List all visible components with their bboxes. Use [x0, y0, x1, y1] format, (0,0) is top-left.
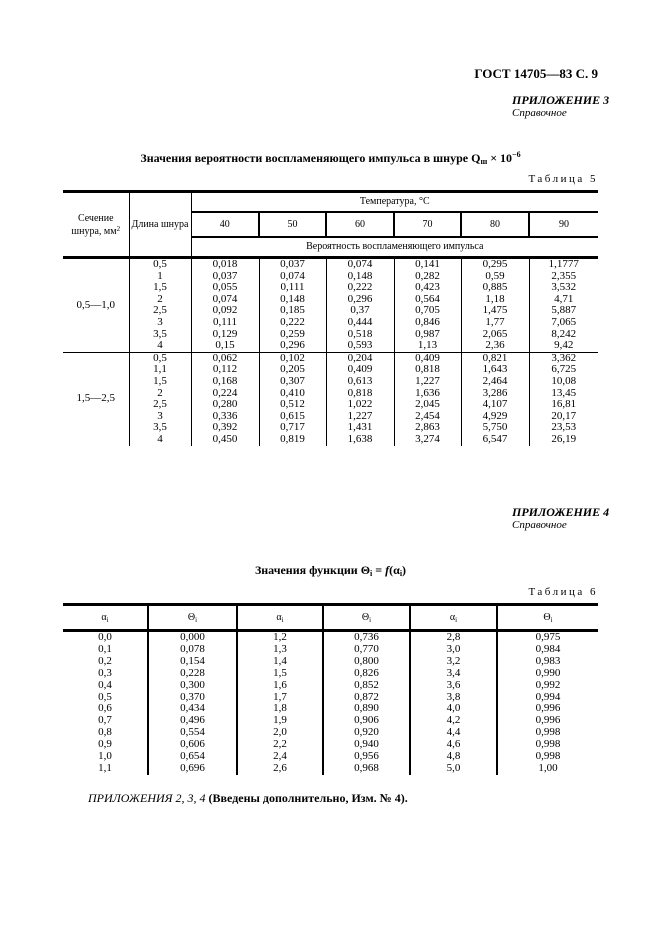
- probability-value-cell: 1,636: [394, 388, 461, 400]
- alpha-value-cell: 0,2: [98, 654, 112, 667]
- probability-value-cell: 2,36: [461, 340, 529, 352]
- squared-superscript: 2: [116, 224, 121, 233]
- theta-value-cell: 0,998: [497, 739, 598, 751]
- alpha-value-cell: 2,4: [237, 751, 323, 763]
- cord-length-cell: 4: [129, 434, 191, 446]
- probability-value-cell: 6,725: [529, 364, 598, 376]
- probability-value-cell: 3,274: [394, 434, 461, 446]
- probability-value-cell: 0,259: [259, 329, 326, 341]
- probability-value-cell: 0,037: [191, 271, 259, 283]
- probability-value-cell: 20,17: [529, 411, 598, 423]
- alpha-value-cell: 1,1: [98, 761, 112, 774]
- table6-title-text: Значения функции Θ: [254, 563, 371, 577]
- probability-value-cell: 0,615: [259, 411, 326, 423]
- probability-value-cell: 0,37: [326, 305, 394, 317]
- probability-value-cell: 1,431: [326, 422, 394, 434]
- col-header-temperature: Температура, °С: [191, 192, 598, 212]
- theta-value-cell: 0,996: [497, 715, 598, 727]
- table5-title: [63, 150, 598, 166]
- probability-value-cell: 13,45: [529, 388, 598, 400]
- temp-50: 50: [259, 212, 326, 237]
- probability-value-cell: 0,410: [259, 388, 326, 400]
- probability-value-cell: 0,280: [191, 399, 259, 411]
- alpha-value-cell: 1,0: [98, 750, 112, 763]
- probability-value-cell: 0,423: [394, 282, 461, 294]
- probability-value-cell: 1,1777: [529, 258, 598, 271]
- table6-data-row: [63, 763, 598, 775]
- cord-length-cell: 1,5: [129, 282, 191, 294]
- temp-80: 80: [461, 212, 529, 237]
- table5-data-row: [63, 294, 598, 306]
- probability-value-cell: 1,18: [461, 294, 529, 306]
- probability-value-cell: 4,107: [461, 399, 529, 411]
- probability-value-cell: 0,512: [259, 399, 326, 411]
- table5-title-text: Значения вероятности воспламеняющего импульса в шнуре Q: [140, 151, 481, 165]
- probability-value-cell: 0,444: [326, 317, 394, 329]
- table6-data-row: [63, 703, 598, 715]
- probability-value-cell: 0,204: [326, 352, 394, 364]
- alpha-value-cell: 0,3: [98, 666, 112, 679]
- alpha-value-cell: 2,2: [237, 739, 323, 751]
- cord-length-cell: 2,5: [129, 399, 191, 411]
- probability-value-cell: 0,819: [259, 434, 326, 446]
- appendix-4-subtitle: Справочное: [512, 519, 567, 531]
- probability-value-cell: 0,102: [259, 352, 326, 364]
- cord-length-cell: 1,5: [129, 376, 191, 388]
- probability-value-cell: 0,111: [259, 282, 326, 294]
- table6-data-row: [63, 715, 598, 727]
- col-header-theta-2: $\Theta_i$: [323, 605, 410, 631]
- probability-value-cell: 1,77: [461, 317, 529, 329]
- probability-value-cell: 3,532: [529, 282, 598, 294]
- alpha-value-cell: 1,2: [237, 631, 323, 644]
- alpha-value-cell: 0,6: [98, 702, 112, 715]
- section-range-cell: 1,5—2,5: [63, 352, 129, 445]
- theta-value-cell: 0,554: [148, 727, 237, 739]
- alpha-value-cell: 1,7: [237, 692, 323, 704]
- probability-value-cell: 1,643: [461, 364, 529, 376]
- probability-value-cell: 0,282: [394, 271, 461, 283]
- table6-data-row: [63, 631, 598, 644]
- table5-data-row: [63, 422, 598, 434]
- theta-value-cell: 0,826: [323, 668, 410, 680]
- theta-value-cell: 0,990: [497, 668, 598, 680]
- alpha-value-cell: 1,6: [237, 680, 323, 692]
- probability-value-cell: 2,355: [529, 271, 598, 283]
- theta-subscript: i: [370, 569, 373, 578]
- table5-data-row: [63, 258, 598, 271]
- cord-length-cell: 2,5: [129, 305, 191, 317]
- probability-value-cell: 0,092: [191, 305, 259, 317]
- col-header-cord-section: Сечение шнура, $мм^2$: [63, 192, 129, 258]
- table5-data-row: [63, 340, 598, 352]
- probability-value-cell: 6,547: [461, 434, 529, 446]
- table5-data-row: [63, 305, 598, 317]
- theta-value-cell: 0,940: [323, 739, 410, 751]
- probability-value-cell: 16,81: [529, 399, 598, 411]
- probability-value-cell: 0,846: [394, 317, 461, 329]
- table6-caption: Таблица 6: [528, 586, 598, 598]
- theta-value-cell: 0,998: [497, 751, 598, 763]
- probability-value-cell: 0,141: [394, 258, 461, 271]
- theta-value-cell: 0,496: [148, 715, 237, 727]
- table6-data-row: [63, 692, 598, 704]
- appendix-4-block: [512, 506, 609, 531]
- table6-data-row: [63, 656, 598, 668]
- appendix-3-block: [512, 94, 609, 119]
- alpha-value-cell: 2,6: [237, 763, 323, 775]
- probability-value-cell: 0,185: [259, 305, 326, 317]
- probability-value-cell: 2,065: [461, 329, 529, 341]
- theta-value-cell: 0,975: [497, 631, 598, 644]
- theta-value-cell: 0,654: [148, 751, 237, 763]
- alpha-value-cell: 3,8: [410, 692, 497, 704]
- theta-value-cell: 0,606: [148, 739, 237, 751]
- footer-amendment-note: (Введены дополнительно, Изм. № 4).: [205, 791, 408, 805]
- temp-90: 90: [529, 212, 598, 237]
- gost-standard-header: ГОСТ 14705—83 С. 9: [474, 66, 598, 81]
- theta-value-cell: 0,228: [148, 668, 237, 680]
- appendix-3-subtitle: Справочное: [512, 107, 567, 119]
- cord-length-cell: 4: [129, 340, 191, 352]
- probability-value-cell: 0,818: [326, 388, 394, 400]
- alpha-subscript: i: [399, 569, 403, 578]
- cord-length-cell: 2: [129, 294, 191, 306]
- theta-value-cell: 0,956: [323, 751, 410, 763]
- probability-value-cell: 0,074: [259, 271, 326, 283]
- cord-length-cell: 0,5: [129, 258, 191, 271]
- theta-value-cell: 0,852: [323, 680, 410, 692]
- alpha-value-cell: 4,6: [410, 739, 497, 751]
- theta-value-cell: 0,998: [497, 727, 598, 739]
- table-6-theta-function: [63, 603, 598, 775]
- alpha-value-cell: 0,4: [98, 678, 112, 691]
- table5-title-exponent: −6: [512, 150, 521, 159]
- probability-value-cell: 3,362: [529, 352, 598, 364]
- probability-value-cell: 0,018: [191, 258, 259, 271]
- alpha-value-cell: 0,7: [98, 714, 112, 727]
- table-5-probabilities: [63, 190, 598, 446]
- table6-header-row: [63, 605, 598, 631]
- probability-value-cell: 23,53: [529, 422, 598, 434]
- probability-value-cell: 0,59: [461, 271, 529, 283]
- probability-value-cell: 0,593: [326, 340, 394, 352]
- alpha-value-cell: 3,0: [410, 644, 497, 656]
- probability-value-cell: 4,929: [461, 411, 529, 423]
- table5-body: [63, 258, 598, 446]
- table6-data-row: [63, 680, 598, 692]
- probability-value-cell: 3,286: [461, 388, 529, 400]
- probability-value-cell: 1,022: [326, 399, 394, 411]
- probability-value-cell: 0,518: [326, 329, 394, 341]
- col-header-alpha-2: $\alpha_i$: [237, 605, 323, 631]
- probability-value-cell: 0,15: [191, 340, 259, 352]
- alpha-value-cell: 3,2: [410, 656, 497, 668]
- theta-value-cell: 0,000: [148, 631, 237, 644]
- temp-40: 40: [191, 212, 259, 237]
- theta-value-cell: 0,968: [323, 763, 410, 775]
- col-header-alpha-1: $\alpha_i$: [101, 611, 109, 624]
- probability-value-cell: 0,168: [191, 376, 259, 388]
- probability-value-cell: 1,638: [326, 434, 394, 446]
- table5-data-row: [63, 329, 598, 341]
- probability-value-cell: 0,129: [191, 329, 259, 341]
- theta-value-cell: 0,983: [497, 656, 598, 668]
- alpha-value-cell: 1,4: [237, 656, 323, 668]
- probability-value-cell: 0,564: [394, 294, 461, 306]
- cord-length-cell: 3: [129, 411, 191, 423]
- table5-data-row: [63, 352, 598, 364]
- probability-value-cell: 0,613: [326, 376, 394, 388]
- probability-value-cell: 8,242: [529, 329, 598, 341]
- alpha-value-cell: 2,8: [410, 631, 497, 644]
- theta-value-cell: 0,770: [323, 644, 410, 656]
- probability-value-cell: 26,19: [529, 434, 598, 446]
- theta-value-cell: 0,300: [148, 680, 237, 692]
- probability-value-cell: 0,296: [259, 340, 326, 352]
- probability-value-cell: 0,818: [394, 364, 461, 376]
- theta-value-cell: 0,906: [323, 715, 410, 727]
- theta-value-cell: 0,996: [497, 703, 598, 715]
- table5-data-row: [63, 282, 598, 294]
- probability-value-cell: 0,307: [259, 376, 326, 388]
- col-header-probability: Вероятность воспламеняющего импульса: [306, 241, 484, 253]
- theta-value-cell: 0,696: [148, 763, 237, 775]
- probability-value-cell: 5,887: [529, 305, 598, 317]
- table6-title: Значения функции Θi = f(αi): [254, 563, 407, 578]
- theta-value-cell: 0,920: [323, 727, 410, 739]
- probability-value-cell: 0,111: [191, 317, 259, 329]
- probability-value-cell: 1,227: [394, 376, 461, 388]
- probability-value-cell: 0,222: [259, 317, 326, 329]
- probability-value-cell: 7,065: [529, 317, 598, 329]
- temp-60: 60: [326, 212, 394, 237]
- probability-value-cell: 0,987: [394, 329, 461, 341]
- probability-value-cell: 0,222: [326, 282, 394, 294]
- alpha-value-cell: 3,4: [410, 668, 497, 680]
- temp-70: 70: [394, 212, 461, 237]
- table6-head: [63, 605, 598, 631]
- theta-value-cell: 0,736: [323, 631, 410, 644]
- cord-length-cell: 0,5: [129, 352, 191, 364]
- theta-value-cell: 0,872: [323, 692, 410, 704]
- table5-head: [63, 192, 598, 258]
- alpha-value-cell: 1,3: [237, 644, 323, 656]
- alpha-value-cell: 0,8: [98, 726, 112, 739]
- probability-value-cell: 10,08: [529, 376, 598, 388]
- probability-value-cell: 0,074: [326, 258, 394, 271]
- probability-value-cell: 1,227: [326, 411, 394, 423]
- appendix-4-title: ПРИЛОЖЕНИЕ 4: [512, 505, 610, 519]
- alpha-value-cell: 3,6: [410, 680, 497, 692]
- probability-value-cell: 0,295: [461, 258, 529, 271]
- col-header-theta-3: $\Theta_i$: [497, 605, 598, 631]
- theta-value-cell: 0,154: [148, 656, 237, 668]
- probability-value-cell: 0,409: [394, 352, 461, 364]
- alpha-value-cell: 1,8: [237, 703, 323, 715]
- probability-value-cell: 0,885: [461, 282, 529, 294]
- cord-length-cell: 1: [129, 271, 191, 283]
- section-range-cell: 0,5—1,0: [63, 258, 129, 353]
- alpha-value-cell: 5,0: [410, 763, 497, 775]
- alpha-value-cell: 4,4: [410, 727, 497, 739]
- probability-value-cell: 0,055: [191, 282, 259, 294]
- table5-data-row: [63, 399, 598, 411]
- theta-value-cell: 0,078: [148, 644, 237, 656]
- probability-value-cell: 0,705: [394, 305, 461, 317]
- cord-length-cell: 1,1: [129, 364, 191, 376]
- table5-caption: Таблица 5: [528, 173, 598, 185]
- probability-value-cell: 0,821: [461, 352, 529, 364]
- probability-value-cell: 1,475: [461, 305, 529, 317]
- alpha-value-cell: 1,5: [237, 668, 323, 680]
- footer-note: [88, 791, 408, 806]
- function-f: f: [385, 563, 390, 577]
- probability-value-cell: 0,062: [191, 352, 259, 364]
- probability-value-cell: 0,450: [191, 434, 259, 446]
- table5-data-row: [63, 411, 598, 423]
- table5-data-row: [63, 364, 598, 376]
- theta-value-cell: 0,992: [497, 680, 598, 692]
- col-header-alpha-3: $\alpha_i$: [410, 605, 497, 631]
- probability-value-cell: 0,037: [259, 258, 326, 271]
- alpha-value-cell: 4,0: [410, 703, 497, 715]
- table5-data-row: [63, 271, 598, 283]
- col-header-theta-1: $\Theta_i$: [148, 605, 237, 631]
- table6-data-row: [63, 739, 598, 751]
- table6-data-row: [63, 751, 598, 763]
- probability-value-cell: 1,13: [394, 340, 461, 352]
- theta-value-cell: 0,434: [148, 703, 237, 715]
- probability-value-cell: 0,074: [191, 294, 259, 306]
- probability-value-cell: 0,409: [326, 364, 394, 376]
- table6-data-row: [63, 668, 598, 680]
- theta-value-cell: 0,890: [323, 703, 410, 715]
- probability-value-cell: 0,392: [191, 422, 259, 434]
- probability-value-cell: 0,205: [259, 364, 326, 376]
- alpha-value-cell: 0,9: [98, 738, 112, 751]
- probability-value-cell: 0,224: [191, 388, 259, 400]
- alpha-value-cell: 0,5: [98, 690, 112, 703]
- alpha-value-cell: 0,0: [98, 631, 112, 643]
- cord-length-cell: 3,5: [129, 329, 191, 341]
- alpha-value-cell: 4,8: [410, 751, 497, 763]
- table6-data-row: [63, 727, 598, 739]
- table5-data-row: [63, 376, 598, 388]
- probability-value-cell: 2,454: [394, 411, 461, 423]
- probability-value-cell: 0,336: [191, 411, 259, 423]
- col-header-cord-length: Длина шнура: [129, 192, 191, 258]
- cord-length-cell: 3: [129, 317, 191, 329]
- cord-length-cell: 3,5: [129, 422, 191, 434]
- theta-value-cell: 0,984: [497, 644, 598, 656]
- probability-value-cell: 2,464: [461, 376, 529, 388]
- theta-value-cell: 1,00: [497, 763, 598, 775]
- probability-value-cell: 5,750: [461, 422, 529, 434]
- probability-value-cell: 0,296: [326, 294, 394, 306]
- table6-data-row: [63, 644, 598, 656]
- probability-value-cell: 0,717: [259, 422, 326, 434]
- cord-length-cell: 2: [129, 388, 191, 400]
- table5-title-mid: × 10: [487, 151, 513, 165]
- probability-value-cell: 4,71: [529, 294, 598, 306]
- table5-data-row: [63, 434, 598, 446]
- probability-value-cell: 2,863: [394, 422, 461, 434]
- theta-value-cell: 0,370: [148, 692, 237, 704]
- table5-data-row: [63, 388, 598, 400]
- alpha-value-cell: 0,1: [98, 642, 112, 655]
- alpha-value-cell: 2,0: [237, 727, 323, 739]
- theta-value-cell: 0,994: [497, 692, 598, 704]
- table6-body: [63, 631, 598, 775]
- probability-value-cell: 0,112: [191, 364, 259, 376]
- table5-data-row: [63, 317, 598, 329]
- theta-value-cell: 0,800: [323, 656, 410, 668]
- table5-title-subscript: ш: [480, 157, 488, 166]
- footer-appendices-list: ПРИЛОЖЕНИЯ 2, 3, 4: [88, 791, 206, 805]
- probability-value-cell: 2,045: [394, 399, 461, 411]
- probability-value-cell: 0,148: [326, 271, 394, 283]
- alpha-value-cell: 4,2: [410, 715, 497, 727]
- table5-header-row-1: [63, 192, 598, 212]
- probability-value-cell: 0,148: [259, 294, 326, 306]
- appendix-3-title: ПРИЛОЖЕНИЕ 3: [512, 93, 610, 107]
- alpha-value-cell: 1,9: [237, 715, 323, 727]
- probability-value-cell: 9,42: [529, 340, 598, 352]
